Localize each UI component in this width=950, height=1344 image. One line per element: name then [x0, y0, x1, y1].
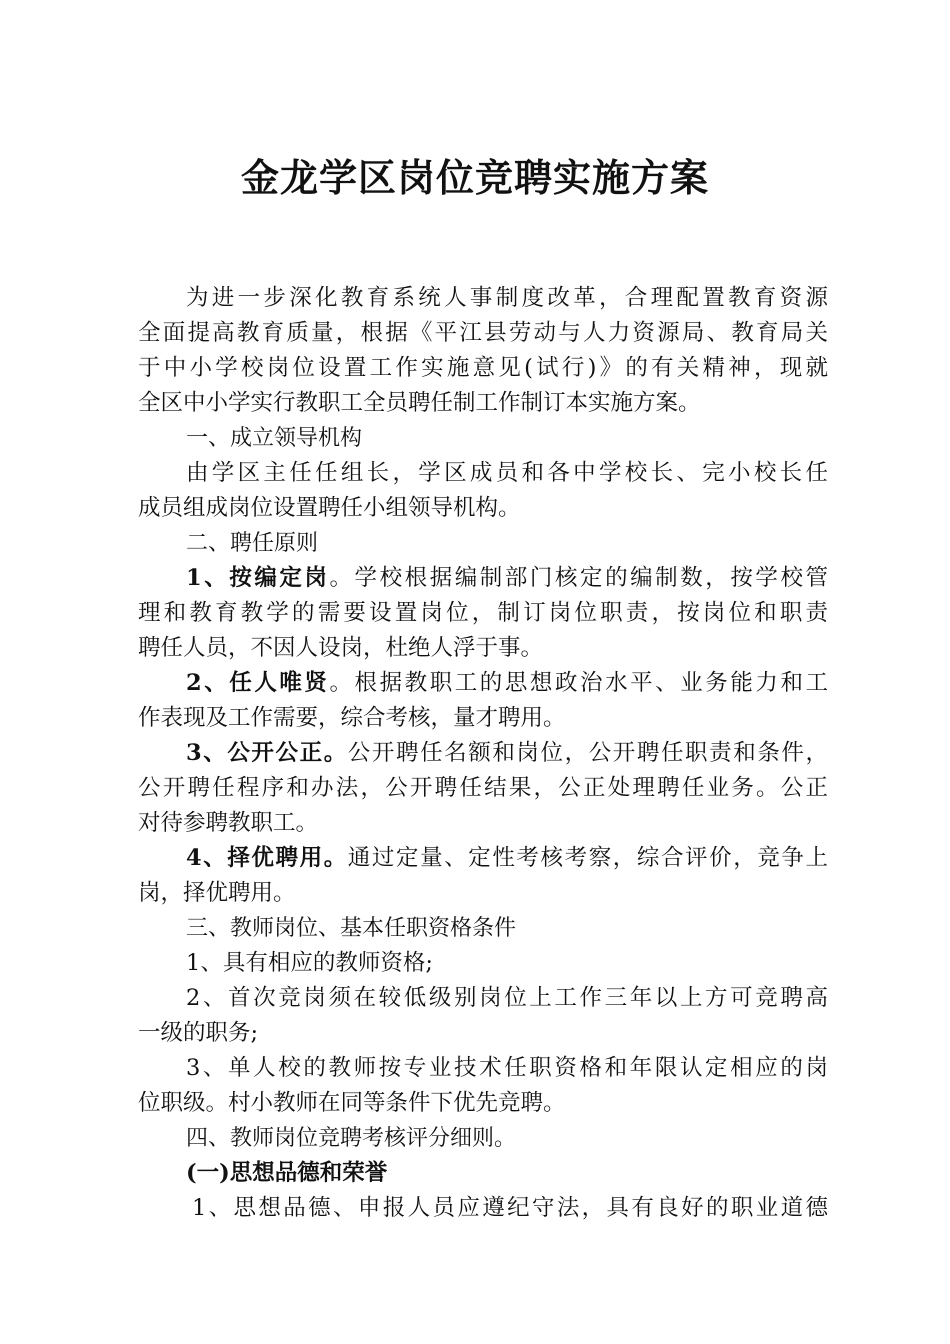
section-heading: 二、聘任原则 [186, 531, 319, 556]
paragraph-line [138, 841, 828, 876]
paragraph-line: 3、单人校的教师按专业技术任职资格和年限认定相应的岗 [186, 1055, 828, 1081]
principle-label: 1、按编定岗 [186, 565, 330, 591]
paragraph-line: 聘任人员，不因人设岗，杜绝人浮于事。 [138, 635, 544, 661]
section-heading: 四、教师岗位竞聘考核评分细则。 [186, 1126, 517, 1151]
paragraph-line: 公开聘任程序和办法，公开聘任结果，公正处理聘任业务。公正 [138, 775, 828, 801]
paragraph-line: 于中小学校岗位设置工作实施意见(试行)》的有关精神，现就 [138, 355, 828, 381]
subsection-heading: (一)思想品德和荣誉 [186, 1160, 388, 1186]
paragraph-line: 由学区主任任组长，学区成员和各中学校长、完小校长任 [186, 460, 828, 486]
principle-text: 。学校根据编制部门核定的编制数，按学校管 [329, 565, 828, 591]
paragraph-line: 对待参聘教职工。 [138, 810, 319, 836]
paragraph-line: 1、思想品德、申报人员应遵纪守法，具有良好的职业道德 [192, 1195, 828, 1221]
principle-text: 。根据教职工的思想政治水平、业务能力和工 [329, 670, 828, 696]
section-heading: 三、教师岗位、基本任职资格条件 [186, 916, 517, 941]
paragraph-line [138, 666, 828, 701]
paragraph-line: 作表现及工作需要，综合考核，量才聘用。 [138, 705, 566, 731]
principle-text: 公开聘任名额和岗位，公开聘任职责和条件， [347, 740, 828, 766]
paragraph-line [138, 561, 828, 596]
document-title: 金龙学区岗位竞聘实施方案 [240, 155, 709, 200]
paragraph-line: 全区中小学实行教职工全员聘任制工作制订本实施方案。 [138, 390, 701, 416]
principle-label: 3、公开公正。 [186, 740, 348, 766]
paragraph-line: 全面提高教育质量，根据《平江县劳动与人力资源局、教育局关 [138, 320, 828, 346]
paragraph-line: 成员组成岗位设置聘任小组领导机构。 [138, 495, 521, 521]
paragraph-line: 2、首次竞岗须在较低级别岗位上工作三年以上方可竞聘高 [186, 985, 828, 1011]
paragraph-line [138, 736, 828, 771]
paragraph-line: 为进一步深化教育系统人事制度改革，合理配置教育资源 [186, 285, 828, 311]
paragraph-line: 岗，择优聘用。 [138, 880, 296, 906]
section-heading: 一、成立领导机构 [186, 426, 363, 451]
paragraph-line: 位职级。村小教师在同等条件下优先竞聘。 [138, 1090, 566, 1116]
paragraph-line: 1、具有相应的教师资格; [186, 950, 433, 976]
paragraph-line: 一级的职务; [138, 1020, 259, 1046]
principle-label: 4、择优聘用。 [186, 845, 348, 871]
principle-label: 2、任人唯贤 [186, 670, 330, 696]
paragraph-line: 理和教育教学的需要设置岗位，制订岗位职责，按岗位和职责 [138, 600, 828, 626]
principle-text: 通过定量、定性考核考察，综合评价，竞争上 [347, 845, 828, 871]
document-body [138, 281, 828, 1226]
